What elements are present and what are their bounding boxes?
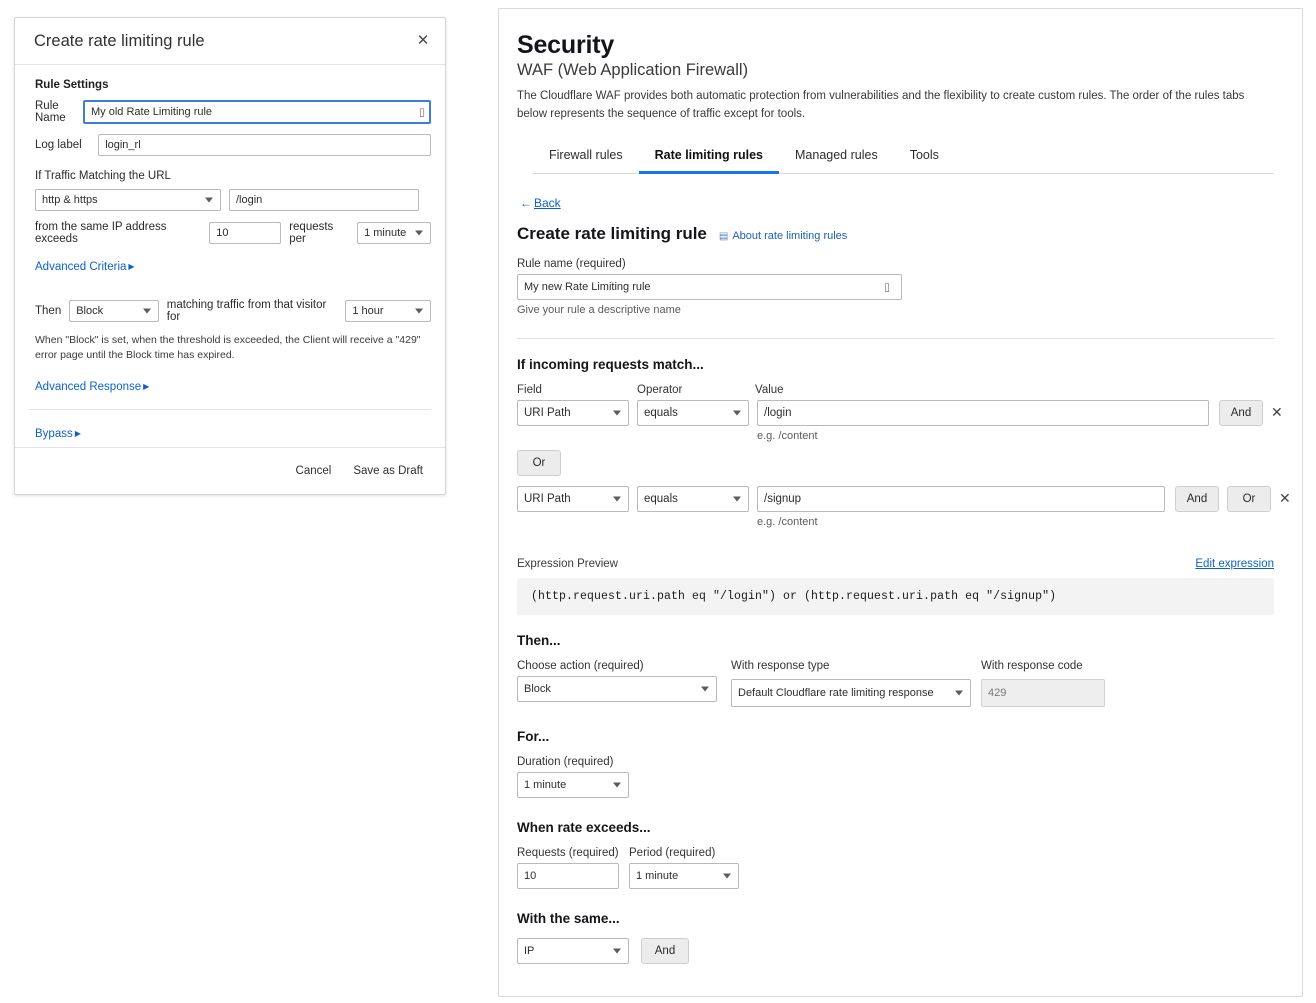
back-link[interactable] <box>520 196 561 210</box>
col-value-label: Value <box>755 383 784 396</box>
divider <box>517 338 1274 339</box>
tab-managed-rules[interactable]: Managed rules <box>795 147 878 162</box>
divider <box>29 409 431 410</box>
chevron-down-icon <box>955 690 963 695</box>
same-section-heading: With the same... <box>517 910 620 926</box>
save-as-draft-button[interactable]: Save as Draft <box>353 465 423 477</box>
chevron-down-icon <box>733 410 741 415</box>
action-value: Block <box>524 682 551 695</box>
expression-preview-header <box>517 558 1274 570</box>
condition-value-input[interactable] <box>757 400 1209 426</box>
chevron-down-icon <box>701 686 709 691</box>
cancel-button[interactable]: Cancel <box>295 465 332 477</box>
expression-preview-label: Expression Preview <box>517 557 618 570</box>
rule-name-group <box>517 258 1274 316</box>
condition-field-value: URI Path <box>524 406 571 419</box>
remove-condition-icon[interactable]: ✕ <box>1271 404 1283 421</box>
dialog-title: Create rate limiting rule <box>34 31 205 50</box>
condition-row <box>517 400 1283 442</box>
page-subtitle: WAF (Web Application Firewall) <box>517 61 749 79</box>
edit-expression-link[interactable]: Edit expression <box>1195 557 1274 570</box>
tab-rate-limiting-rules[interactable]: Rate limiting rules <box>639 140 779 174</box>
condition-value-help: e.g. /content <box>757 429 818 442</box>
requests-input[interactable] <box>517 863 619 889</box>
duration-value: 1 minute <box>524 778 567 791</box>
then-suffix-label: matching traffic from that visitor for <box>166 299 327 323</box>
then-label: Then <box>35 305 62 317</box>
or-button[interactable]: Or <box>1227 486 1271 512</box>
action-label: Choose action (required) <box>517 659 644 672</box>
log-label-label: Log label <box>35 139 82 151</box>
threshold-suffix-label: requests per <box>289 221 334 245</box>
for-section-heading: For... <box>517 728 550 744</box>
book-icon: ▤ <box>718 230 729 242</box>
duration-select[interactable] <box>517 772 629 798</box>
requests-label: Requests (required) <box>517 846 619 859</box>
rule-name-label: Rule name (required) <box>517 257 626 270</box>
threshold-prefix-label: from the same IP address exceeds <box>35 221 167 245</box>
rule-name-input[interactable] <box>83 100 431 124</box>
bypass-link[interactable] <box>35 428 81 440</box>
log-label-input[interactable] <box>98 134 431 156</box>
close-icon[interactable]: ✕ <box>416 31 430 49</box>
clipboard-icon: ▯ <box>883 281 890 294</box>
page-description: The Cloudflare WAF provides both automatic protection from vulnerabilities and the flexibility to create custom rules. The order of the rules tabs below represents the sequence of traffic except for tools. <box>517 90 1245 120</box>
advanced-criteria-label: Advanced Criteria <box>35 261 127 273</box>
rate-section-heading: When rate exceeds... <box>517 819 651 835</box>
scheme-select[interactable] <box>35 189 221 211</box>
remove-condition-icon[interactable]: ✕ <box>1279 490 1291 507</box>
chevron-down-icon <box>733 496 741 501</box>
advanced-response-label: Advanced Response <box>35 381 142 394</box>
back-label: Back <box>534 195 561 210</box>
triangle-right-icon: ▶ <box>128 262 135 271</box>
action-select[interactable] <box>517 676 717 702</box>
advanced-response-link[interactable] <box>35 381 149 393</box>
period-value: 1 minute <box>636 869 679 882</box>
block-duration-select[interactable] <box>345 300 431 322</box>
rule-name-label: Rule Name <box>35 100 66 124</box>
condition-operator-value: equals <box>644 406 678 419</box>
triangle-right-icon: ▶ <box>74 429 81 439</box>
waf-tabs <box>533 140 1274 174</box>
url-match-label: If Traffic Matching the URL <box>35 170 171 182</box>
condition-field-value: URI Path <box>524 492 571 505</box>
threshold-input[interactable] <box>209 222 281 244</box>
characteristic-value: IP <box>524 944 535 957</box>
chevron-down-icon <box>205 198 213 203</box>
block-note: When "Block" is set, when the threshold is exceeded, the Client will receive a "429" error page until the Block time has expired. <box>35 334 421 362</box>
action-select[interactable] <box>69 300 159 322</box>
then-section-heading: Then... <box>517 632 561 648</box>
rule-name-input[interactable] <box>517 274 902 300</box>
expression-preview-box: (http.request.uri.path eq "/login") or (http.request.uri.path eq "/signup") <box>517 578 1274 615</box>
chevron-down-icon <box>613 496 621 501</box>
chevron-down-icon <box>613 782 621 787</box>
and-button[interactable]: And <box>1219 400 1263 426</box>
period-label: Period (required) <box>629 846 716 859</box>
response-type-label: With response type <box>731 659 830 672</box>
condition-operator-select[interactable] <box>637 486 749 512</box>
about-rate-limiting-rules-link[interactable] <box>719 230 847 242</box>
chevron-down-icon <box>613 948 621 953</box>
tab-firewall-rules[interactable]: Firewall rules <box>549 147 623 162</box>
condition-operator-value: equals <box>644 492 678 505</box>
and-button[interactable]: And <box>1175 486 1219 512</box>
threshold-row <box>29 221 431 245</box>
page-title: Security <box>517 31 615 59</box>
match-section-heading: If incoming requests match... <box>517 356 704 372</box>
rule-settings-heading: Rule Settings <box>35 79 109 91</box>
condition-operator-select[interactable] <box>637 400 749 426</box>
and-button[interactable]: And <box>641 938 689 964</box>
rule-name-row <box>29 100 431 124</box>
condition-field-select[interactable] <box>517 400 629 426</box>
characteristic-select[interactable] <box>517 938 629 964</box>
tab-tools[interactable]: Tools <box>909 147 939 162</box>
dialog-body <box>15 65 445 442</box>
chevron-down-icon <box>143 309 151 314</box>
period-select[interactable] <box>629 863 739 889</box>
then-row <box>29 299 431 323</box>
rule-name-help: Give your rule a descriptive name <box>517 303 681 316</box>
condition-value-input[interactable] <box>757 486 1165 512</box>
chevron-down-icon <box>613 410 621 415</box>
waf-content <box>499 9 1302 990</box>
response-code-label: With response code <box>981 659 1083 672</box>
response-type-value: Default Cloudflare rate limiting response <box>738 686 934 699</box>
or-button[interactable]: Or <box>517 450 561 476</box>
period-select[interactable] <box>357 222 431 244</box>
then-fields <box>517 660 1274 707</box>
duration-label: Duration (required) <box>517 755 614 768</box>
condition-field-select[interactable] <box>517 486 629 512</box>
scheme-value: http & https <box>42 194 98 206</box>
col-operator-label: Operator <box>637 383 683 396</box>
chevron-down-icon <box>415 309 423 314</box>
response-code-input[interactable] <box>981 679 1105 707</box>
condition-row <box>517 486 1291 528</box>
advanced-criteria-link[interactable] <box>35 261 135 273</box>
clipboard-icon: ▯ <box>418 106 425 119</box>
chevron-down-icon <box>415 231 423 236</box>
about-link-label: About rate limiting rules <box>732 230 848 243</box>
dialog-footer <box>15 447 445 494</box>
period-value: 1 minute <box>364 227 407 239</box>
waf-panel <box>498 8 1303 997</box>
chevron-down-icon <box>723 873 731 878</box>
url-match-row <box>29 189 431 211</box>
arrow-left-icon: ← <box>520 195 532 210</box>
condition-value-help: e.g. /content <box>757 515 818 528</box>
triangle-right-icon: ▶ <box>143 382 150 392</box>
condition-column-headers <box>517 384 1274 396</box>
create-rule-title: Create rate limiting rule <box>517 223 707 243</box>
create-rule-header <box>517 224 1274 244</box>
block-duration-value: 1 hour <box>352 305 384 317</box>
response-type-select[interactable] <box>731 679 971 707</box>
log-label-row <box>29 134 431 156</box>
action-value: Block <box>76 305 104 317</box>
col-field-label: Field <box>517 383 542 396</box>
dialog-header <box>15 18 445 65</box>
url-path-input[interactable] <box>229 189 419 211</box>
bypass-label: Bypass <box>35 428 73 441</box>
legacy-rate-limit-dialog <box>14 17 446 495</box>
